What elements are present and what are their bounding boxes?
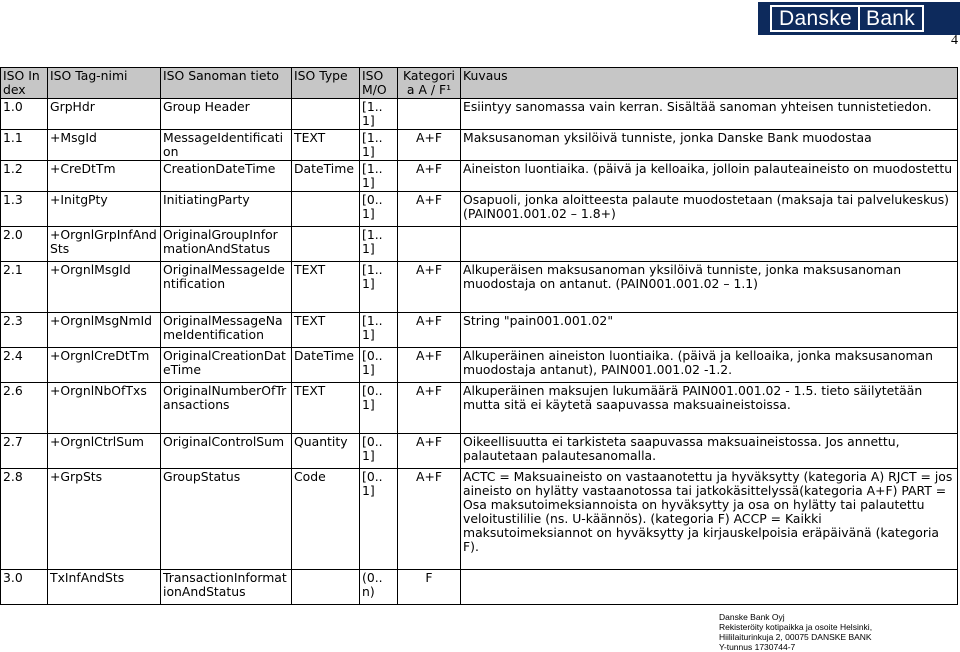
cell-kategoria: A+F	[398, 161, 461, 192]
cell-kuvaus: Oikeellisuutta ei tarkisteta saapuvassa maksuaineistossa. Jos annettu, palautetaan palautesanomalla.	[461, 434, 958, 469]
column-header-iso-mo: ISO M/O	[360, 68, 398, 99]
cell-kategoria	[398, 227, 461, 262]
cell-mo: [0..1]	[360, 434, 398, 469]
cell-name: CreationDateTime	[161, 161, 292, 192]
cell-index: 2.3	[1, 313, 48, 348]
cell-tag: +OrgnlNbOfTxs	[48, 383, 161, 434]
cell-tag: +CreDtTm	[48, 161, 161, 192]
cell-kuvaus: Maksusanoman yksilöivä tunniste, jonka Danske Bank muodostaa	[461, 130, 958, 161]
cell-tag: +InitgPty	[48, 192, 161, 227]
cell-mo: [1..1]	[360, 227, 398, 262]
table-row	[1, 313, 958, 348]
cell-type: Code	[292, 469, 360, 570]
cell-type: TEXT	[292, 130, 360, 161]
page-number: 4	[951, 33, 958, 48]
cell-kategoria: A+F	[398, 262, 461, 313]
cell-name: GroupStatus	[161, 469, 292, 570]
cell-mo: [0..1]	[360, 469, 398, 570]
cell-kategoria: A+F	[398, 383, 461, 434]
table-row	[1, 434, 958, 469]
cell-type: TEXT	[292, 383, 360, 434]
cell-name: OriginalCreationDateTime	[161, 348, 292, 383]
logo-separator	[858, 7, 860, 30]
cell-mo: (0..n)	[360, 570, 398, 605]
cell-type: DateTime	[292, 161, 360, 192]
table-row	[1, 130, 958, 161]
cell-type	[292, 570, 360, 605]
cell-kuvaus: Esiintyy sanomassa vain kerran. Sisältää sanoman yhteisen tunnistetiedon.	[461, 99, 958, 130]
table-row	[1, 383, 958, 434]
cell-mo: [0..1]	[360, 348, 398, 383]
logo-text-danske: Danske	[779, 6, 853, 30]
cell-mo: [0..1]	[360, 192, 398, 227]
cell-kuvaus: Aineiston luontiaika. (päivä ja kelloaika, jolloin palauteaineisto on muodostettu	[461, 161, 958, 192]
cell-tag: +OrgnlGrpInfAndSts	[48, 227, 161, 262]
cell-kategoria: A+F	[398, 313, 461, 348]
cell-type	[292, 99, 360, 130]
cell-tag: +OrgnlCreDtTm	[48, 348, 161, 383]
cell-index: 3.0	[1, 570, 48, 605]
cell-kuvaus: String "pain001.001.02"	[461, 313, 958, 348]
cell-type: DateTime	[292, 348, 360, 383]
cell-index: 2.0	[1, 227, 48, 262]
table-row	[1, 161, 958, 192]
cell-index: 1.3	[1, 192, 48, 227]
cell-kuvaus: Alkuperäisen maksusanoman yksilöivä tunniste, jonka maksusanoman muodostaja on antanut. (PAIN001.001.02 – 1.1)	[461, 262, 958, 313]
column-header-iso-index: ISO Index	[1, 68, 48, 99]
cell-kategoria: A+F	[398, 192, 461, 227]
cell-index: 2.1	[1, 262, 48, 313]
table-row	[1, 348, 958, 383]
cell-index: 2.8	[1, 469, 48, 570]
cell-name: OriginalMessageNameIdentification	[161, 313, 292, 348]
cell-type	[292, 192, 360, 227]
cell-kuvaus: ACTC = Maksuaineisto on vastaanotettu ja hyväksytty (kategoria A) RJCT = jos aineisto on hylätty vastaanotossa tai jatkokäsittelyssä(kategoria A+F) PART = Osa maksutoimeksiannoista on hyväksytty ja osa on hylätty tai palautettu veloitustililie (ns. U-käännös). (kategoria F) ACCP = Kaikki maksutoimeksiannot on hyväksytty ja kirjauskelpoisia eräpäivänä (kategoria F).	[461, 469, 958, 570]
cell-tag: +OrgnlCtrlSum	[48, 434, 161, 469]
cell-tag: TxInfAndSts	[48, 570, 161, 605]
cell-type: TEXT	[292, 262, 360, 313]
cell-name: OriginalNumberOfTransactions	[161, 383, 292, 434]
cell-kategoria: F	[398, 570, 461, 605]
cell-kategoria: A+F	[398, 434, 461, 469]
cell-name: OriginalGroupInformationAndStatus	[161, 227, 292, 262]
column-header-iso-name: ISO Sanoman tieto	[161, 68, 292, 99]
table-header-row	[1, 68, 958, 99]
column-header-iso-type: ISO Type	[292, 68, 360, 99]
cell-tag: +GrpSts	[48, 469, 161, 570]
cell-type: TEXT	[292, 313, 360, 348]
cell-kategoria: A+F	[398, 348, 461, 383]
cell-name: Group Header	[161, 99, 292, 130]
cell-mo: [1..1]	[360, 161, 398, 192]
cell-index: 1.0	[1, 99, 48, 130]
table-row	[1, 192, 958, 227]
cell-kategoria	[398, 99, 461, 130]
cell-kuvaus: Alkuperäinen aineiston luontiaika. (päivä ja kelloaika, jonka maksusanoman muodostaja antanut), PAIN001.001.02 -1.2.	[461, 348, 958, 383]
cell-mo: [1..1]	[360, 262, 398, 313]
cell-kuvaus: Osapuoli, jonka aloitteesta palaute muodostetaan (maksaja tai palvelukeskus) (PAIN001.001.02 – 1.8+)	[461, 192, 958, 227]
cell-name: InitiatingParty	[161, 192, 292, 227]
cell-name: OriginalControlSum	[161, 434, 292, 469]
cell-mo: [1..1]	[360, 313, 398, 348]
table-row	[1, 99, 958, 130]
cell-index: 2.7	[1, 434, 48, 469]
logo-text-bank: Bank	[866, 6, 916, 30]
cell-mo: [1..1]	[360, 130, 398, 161]
cell-name: TransactionInformationAndStatus	[161, 570, 292, 605]
cell-index: 1.2	[1, 161, 48, 192]
footer-company-name: Danske Bank Oyj	[719, 612, 785, 622]
column-header-iso-tag: ISO Tag-nimi	[48, 68, 161, 99]
footnote-divider	[0, 569, 192, 570]
column-header-kategoria: Kategoria A / F¹	[398, 68, 461, 99]
cell-mo: [1..1]	[360, 99, 398, 130]
cell-kuvaus	[461, 227, 958, 262]
cell-name: MessageIdentification	[161, 130, 292, 161]
cell-mo: [0..1]	[360, 383, 398, 434]
footer-business-id: Y-tunnus 1730744-7	[719, 642, 796, 652]
footer-registered-office: Rekisteröity kotipaikka ja osoite Helsinki,	[719, 622, 873, 632]
cell-type	[292, 227, 360, 262]
cell-kategoria: A+F	[398, 469, 461, 570]
cell-tag: +OrgnlMsgId	[48, 262, 161, 313]
iso-message-table	[0, 67, 958, 605]
danske-bank-logo	[758, 2, 960, 35]
cell-tag: +MsgId	[48, 130, 161, 161]
company-footer	[719, 612, 872, 652]
table-row	[1, 227, 958, 262]
table-row	[1, 570, 958, 605]
cell-tag: +OrgnlMsgNmId	[48, 313, 161, 348]
cell-name: OriginalMessageIdentification	[161, 262, 292, 313]
table-row	[1, 262, 958, 313]
cell-type: Quantity	[292, 434, 360, 469]
cell-kuvaus: Alkuperäinen maksujen lukumäärä PAIN001.001.02 - 1.5. tieto säilytetään mutta sitä ei käytetä saapuvassa maksuaineistoissa.	[461, 383, 958, 434]
cell-index: 2.6	[1, 383, 48, 434]
cell-index: 2.4	[1, 348, 48, 383]
cell-kuvaus	[461, 570, 958, 605]
cell-index: 1.1	[1, 130, 48, 161]
footer-address: Hiililaiturinkuja 2, 00075 DANSKE BANK	[719, 632, 872, 642]
table-row	[1, 469, 958, 570]
column-header-kuvaus: Kuvaus	[461, 68, 958, 99]
cell-kategoria: A+F	[398, 130, 461, 161]
cell-tag: GrpHdr	[48, 99, 161, 130]
